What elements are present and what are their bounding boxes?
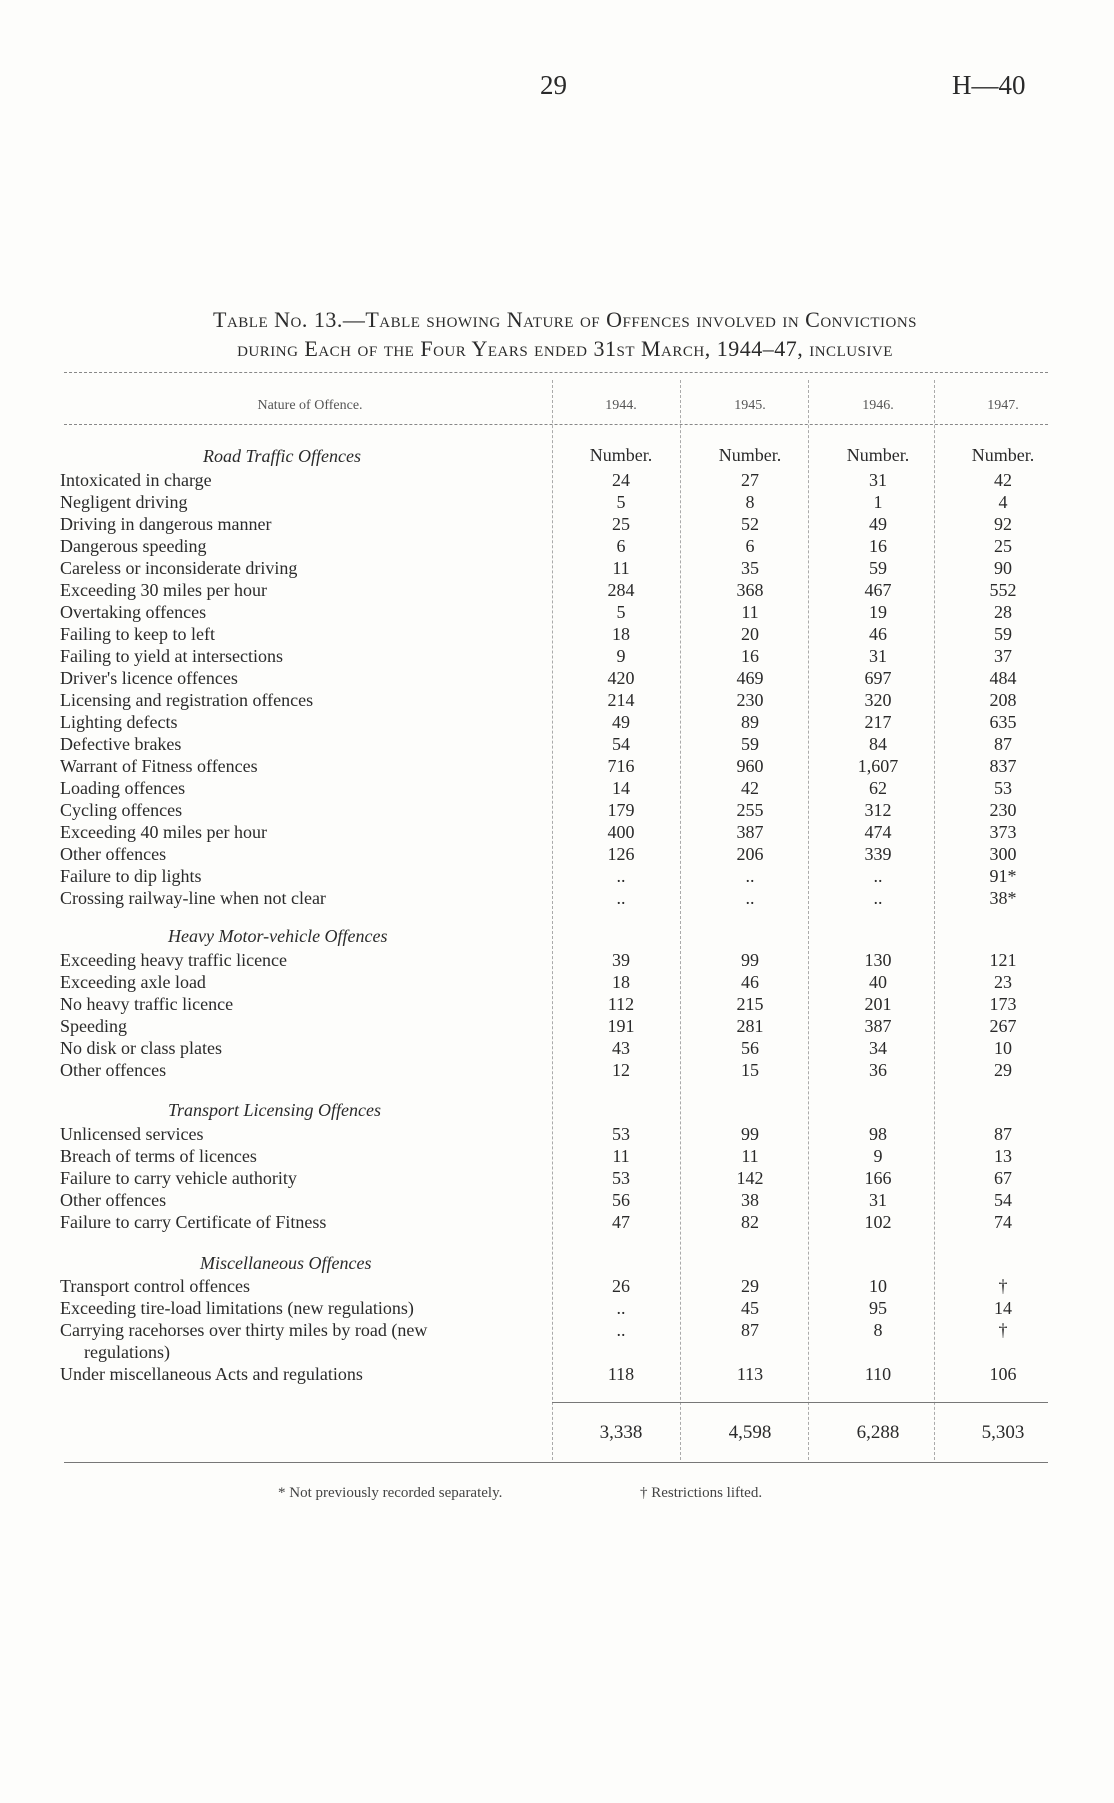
offence-label: Lighting defects [60, 712, 178, 732]
value-cell: 1,607 [857, 756, 899, 776]
value-cell: 5 [616, 492, 626, 512]
value-cell: 11 [741, 1146, 759, 1166]
value-cell: 26 [612, 1276, 630, 1296]
value-cell: 38* [989, 888, 1017, 908]
value-cell: 99 [741, 1124, 759, 1144]
unit-label: Number. [589, 445, 653, 465]
table-row [0, 558, 1114, 580]
value-cell: 56 [741, 1038, 759, 1058]
value-cell: 59 [869, 558, 887, 578]
value-cell: 142 [736, 1168, 764, 1188]
offence-label: Negligent driving [60, 492, 188, 512]
table-row [0, 972, 1114, 994]
value-cell: 99 [741, 950, 759, 970]
value-cell: 87 [994, 1124, 1012, 1144]
offence-label: Transport control offences [60, 1276, 250, 1296]
table-row [0, 734, 1114, 756]
table-row [0, 1276, 1114, 1298]
value-cell: 18 [612, 972, 630, 992]
value-cell: 420 [607, 668, 635, 688]
table-row [0, 514, 1114, 536]
value-cell: 9 [616, 646, 626, 666]
value-cell: 67 [994, 1168, 1012, 1188]
value-cell: 34 [869, 1038, 887, 1058]
value-cell: 373 [989, 822, 1017, 842]
offence-label: Exceeding 40 miles per hour [60, 822, 267, 842]
offence-label: Failure to carry Certificate of Fitness [60, 1212, 327, 1232]
value-cell: 35 [741, 558, 759, 578]
value-cell: 84 [869, 734, 887, 754]
offence-label: Exceeding tire-load limitations (new regulations) [60, 1298, 414, 1318]
offence-label: No heavy traffic licence [60, 994, 234, 1014]
value-cell: 95 [869, 1298, 887, 1318]
value-cell: 74 [994, 1212, 1012, 1232]
table-row [0, 536, 1114, 558]
value-cell: 29 [741, 1276, 759, 1296]
offence-label: Unlicensed services [60, 1124, 204, 1144]
table-row [0, 580, 1114, 602]
table-row [0, 1060, 1114, 1082]
value-cell: 13 [994, 1146, 1012, 1166]
column-header-1947: 1947. [987, 398, 1019, 413]
value-cell: .. [616, 888, 626, 908]
offence-label: Failing to keep to left [60, 624, 215, 644]
value-cell: 320 [864, 690, 892, 710]
header-bottom-rule [64, 424, 1048, 425]
column-header-nature: Nature of Offence. [257, 398, 363, 413]
offence-label: Intoxicated in charge [60, 470, 212, 490]
table-row [0, 888, 1114, 910]
value-cell: 36 [869, 1060, 887, 1080]
offence-label: Cycling offences [60, 800, 183, 820]
value-cell: 484 [989, 668, 1017, 688]
value-cell: 53 [612, 1124, 630, 1144]
value-cell: 6 [745, 536, 755, 556]
table-row [0, 1146, 1114, 1168]
value-cell: 91* [989, 866, 1017, 886]
offence-label: Exceeding 30 miles per hour [60, 580, 267, 600]
offence-label: Loading offences [60, 778, 186, 798]
offence-label: Failure to carry vehicle authority [60, 1168, 297, 1188]
table-row [0, 1124, 1114, 1146]
value-cell: 18 [612, 624, 630, 644]
table-title [60, 305, 1070, 363]
section-heading-road-traffic: Road Traffic Offences [203, 446, 361, 466]
value-cell: 106 [989, 1364, 1017, 1384]
value-cell: .. [873, 888, 883, 908]
offence-label: Speeding [60, 1016, 127, 1036]
value-cell: 300 [989, 844, 1017, 864]
value-cell: .. [616, 1298, 626, 1318]
value-cell: 14 [994, 1298, 1012, 1318]
value-cell: 230 [989, 800, 1017, 820]
value-cell: 42 [741, 778, 759, 798]
value-cell: 92 [994, 514, 1012, 534]
value-cell: 49 [869, 514, 887, 534]
value-cell: 31 [869, 1190, 887, 1210]
value-cell: 716 [607, 756, 635, 776]
value-cell: 6 [616, 536, 626, 556]
footnote-star: * Not previously recorded separately. [278, 1485, 503, 1501]
offence-label: Overtaking offences [60, 602, 207, 622]
value-cell: 11 [612, 1146, 630, 1166]
value-cell: 173 [989, 994, 1017, 1014]
value-cell: 27 [741, 470, 759, 490]
table-row [0, 1038, 1114, 1060]
value-cell: 255 [736, 800, 764, 820]
value-cell: 113 [736, 1364, 764, 1384]
offence-label: Under miscellaneous Acts and regulations [60, 1364, 363, 1384]
value-cell: 10 [994, 1038, 1012, 1058]
value-cell: 215 [736, 994, 764, 1014]
offence-label: Crossing railway-line when not clear [60, 888, 326, 908]
value-cell: 23 [994, 972, 1012, 992]
value-cell: 90 [994, 558, 1012, 578]
value-cell: 697 [864, 668, 892, 688]
offence-label: Failure to dip lights [60, 866, 202, 886]
table-row [0, 712, 1114, 734]
value-cell: 267 [989, 1016, 1017, 1036]
value-cell: 217 [864, 712, 892, 732]
value-cell: 312 [864, 800, 892, 820]
table-row [0, 470, 1114, 492]
value-cell: 46 [869, 624, 887, 644]
total-1946: 6,288 [856, 1422, 900, 1443]
table-row [0, 1320, 1114, 1342]
table-title-line-1: Table No. 13.—Table showing Nature of Offences involved in Convictions [213, 307, 917, 332]
value-cell: 82 [741, 1212, 759, 1232]
value-cell: 16 [869, 536, 887, 556]
table-row [0, 1190, 1114, 1212]
table-row [0, 866, 1114, 888]
offence-label: Other offences [60, 844, 167, 864]
value-cell: 37 [994, 646, 1012, 666]
column-header-1944: 1944. [605, 398, 637, 413]
page-number: 29 [540, 70, 567, 100]
value-cell: 29 [994, 1060, 1012, 1080]
offence-label: Breach of terms of licences [60, 1146, 257, 1166]
value-cell: 98 [869, 1124, 887, 1144]
value-cell: 25 [994, 536, 1012, 556]
total-1947: 5,303 [981, 1422, 1025, 1443]
value-cell: 339 [864, 844, 892, 864]
value-cell: 9 [873, 1146, 883, 1166]
value-cell: 130 [864, 950, 892, 970]
value-cell: 59 [994, 624, 1012, 644]
value-cell: 53 [612, 1168, 630, 1188]
value-cell: 10 [869, 1276, 887, 1296]
value-cell: 53 [994, 778, 1012, 798]
document-reference: H—40 [952, 70, 1026, 100]
table-row [0, 756, 1114, 778]
value-cell: † [998, 1320, 1008, 1340]
offence-label: Failing to yield at intersections [60, 646, 283, 666]
value-cell: 112 [607, 994, 635, 1014]
value-cell: .. [616, 1320, 626, 1340]
table-row [0, 1212, 1114, 1234]
value-cell: 126 [607, 844, 635, 864]
table-row [0, 1298, 1114, 1320]
value-cell: 25 [612, 514, 630, 534]
section-heading-transport-licensing: Transport Licensing Offences [168, 1100, 382, 1120]
value-cell: 12 [612, 1060, 630, 1080]
value-cell: 230 [736, 690, 764, 710]
value-cell: 11 [741, 602, 759, 622]
table-row [0, 602, 1114, 624]
table-row [0, 1016, 1114, 1038]
wrapped-label-continuation: regulations) [84, 1342, 170, 1362]
value-cell: 102 [864, 1212, 892, 1232]
value-cell: 45 [741, 1298, 759, 1318]
value-cell: 19 [869, 602, 887, 622]
value-cell: 16 [741, 646, 759, 666]
value-cell: 214 [607, 690, 635, 710]
value-cell: 400 [607, 822, 635, 842]
value-cell: 20 [741, 624, 759, 644]
value-cell: † [998, 1276, 1008, 1296]
footnote-dagger: † Restrictions lifted. [640, 1485, 763, 1501]
value-cell: .. [745, 866, 755, 886]
value-cell: 28 [994, 602, 1012, 622]
value-cell: 52 [741, 514, 759, 534]
totals-rule [552, 1402, 1048, 1403]
value-cell: 24 [612, 470, 630, 490]
table-row [0, 844, 1114, 866]
table-row [0, 994, 1114, 1016]
value-cell: 474 [864, 822, 892, 842]
value-cell: 387 [736, 822, 764, 842]
value-cell: .. [616, 866, 626, 886]
value-cell: 46 [741, 972, 759, 992]
table-row [0, 800, 1114, 822]
value-cell: 87 [994, 734, 1012, 754]
value-cell: 87 [741, 1320, 759, 1340]
value-cell: 39 [612, 950, 630, 970]
value-cell: 15 [741, 1060, 759, 1080]
offence-label: Exceeding axle load [60, 972, 206, 992]
section-heading-miscellaneous: Miscellaneous Offences [200, 1253, 372, 1273]
offence-label: Exceeding heavy traffic licence [60, 950, 288, 970]
table-row [0, 492, 1114, 514]
value-cell: 62 [869, 778, 887, 798]
column-header-1946: 1946. [862, 398, 894, 413]
value-cell: 89 [741, 712, 759, 732]
header-top-rule [64, 372, 1048, 373]
table-row [0, 668, 1114, 690]
table-row [0, 646, 1114, 668]
value-cell: 201 [864, 994, 892, 1014]
unit-label: Number. [718, 445, 782, 465]
table-bottom-rule [64, 1462, 1048, 1463]
value-cell: 206 [736, 844, 764, 864]
offence-label: No disk or class plates [60, 1038, 222, 1058]
value-cell: 368 [736, 580, 764, 600]
value-cell: 281 [736, 1016, 764, 1036]
value-cell: .. [745, 888, 755, 908]
value-cell: 635 [989, 712, 1017, 732]
offence-label: Carrying racehorses over thirty miles by road (new [60, 1320, 428, 1340]
value-cell: 469 [736, 668, 764, 688]
table-row [0, 690, 1114, 712]
value-cell: 8 [873, 1320, 883, 1340]
value-cell: 166 [864, 1168, 892, 1188]
table-row [0, 950, 1114, 972]
value-cell: 54 [612, 734, 630, 754]
section-heading-heavy-motor-vehicle: Heavy Motor-vehicle Offences [168, 926, 388, 946]
value-cell: 43 [612, 1038, 630, 1058]
value-cell: 208 [989, 690, 1017, 710]
value-cell: 284 [607, 580, 635, 600]
value-cell: .. [873, 866, 883, 886]
value-cell: 14 [612, 778, 630, 798]
value-cell: 191 [607, 1016, 635, 1036]
column-header-1945: 1945. [734, 398, 766, 413]
value-cell: 837 [989, 756, 1017, 776]
value-cell: 38 [741, 1190, 759, 1210]
offence-label: Other offences [60, 1190, 167, 1210]
value-cell: 31 [869, 470, 887, 490]
value-cell: 49 [612, 712, 630, 732]
table-row [0, 1364, 1114, 1386]
table-row [0, 778, 1114, 800]
value-cell: 121 [989, 950, 1017, 970]
value-cell: 56 [612, 1190, 630, 1210]
unit-label: Number. [971, 445, 1035, 465]
value-cell: 4 [998, 492, 1008, 512]
value-cell: 40 [869, 972, 887, 992]
value-cell: 110 [864, 1364, 892, 1384]
value-cell: 31 [869, 646, 887, 666]
unit-label: Number. [846, 445, 910, 465]
offence-label: Licensing and registration offences [60, 690, 314, 710]
offence-label: Defective brakes [60, 734, 182, 754]
value-cell: 179 [607, 800, 635, 820]
value-cell: 467 [864, 580, 892, 600]
offence-label: Warrant of Fitness offences [60, 756, 258, 776]
value-cell: 960 [736, 756, 764, 776]
value-cell: 552 [989, 580, 1017, 600]
value-cell: 11 [612, 558, 630, 578]
value-cell: 59 [741, 734, 759, 754]
table-row [0, 624, 1114, 646]
value-cell: 5 [616, 602, 626, 622]
value-cell: 47 [612, 1212, 630, 1232]
table-row [0, 1168, 1114, 1190]
value-cell: 42 [994, 470, 1012, 490]
offence-label: Other offences [60, 1060, 167, 1080]
value-cell: 118 [607, 1364, 635, 1384]
total-1944: 3,338 [599, 1422, 643, 1443]
total-1945: 4,598 [728, 1422, 772, 1443]
table-title-line-2: during Each of the Four Years ended 31st March, 1944–47, inclusive [237, 336, 893, 361]
value-cell: 8 [745, 492, 755, 512]
value-cell: 1 [873, 492, 883, 512]
offence-label: Driver's licence offences [60, 668, 238, 688]
table-row [0, 822, 1114, 844]
value-cell: 54 [994, 1190, 1012, 1210]
offence-label: Driving in dangerous manner [60, 514, 272, 534]
offence-label: Careless or inconsiderate driving [60, 558, 298, 578]
value-cell: 387 [864, 1016, 892, 1036]
offence-label: Dangerous speeding [60, 536, 207, 556]
